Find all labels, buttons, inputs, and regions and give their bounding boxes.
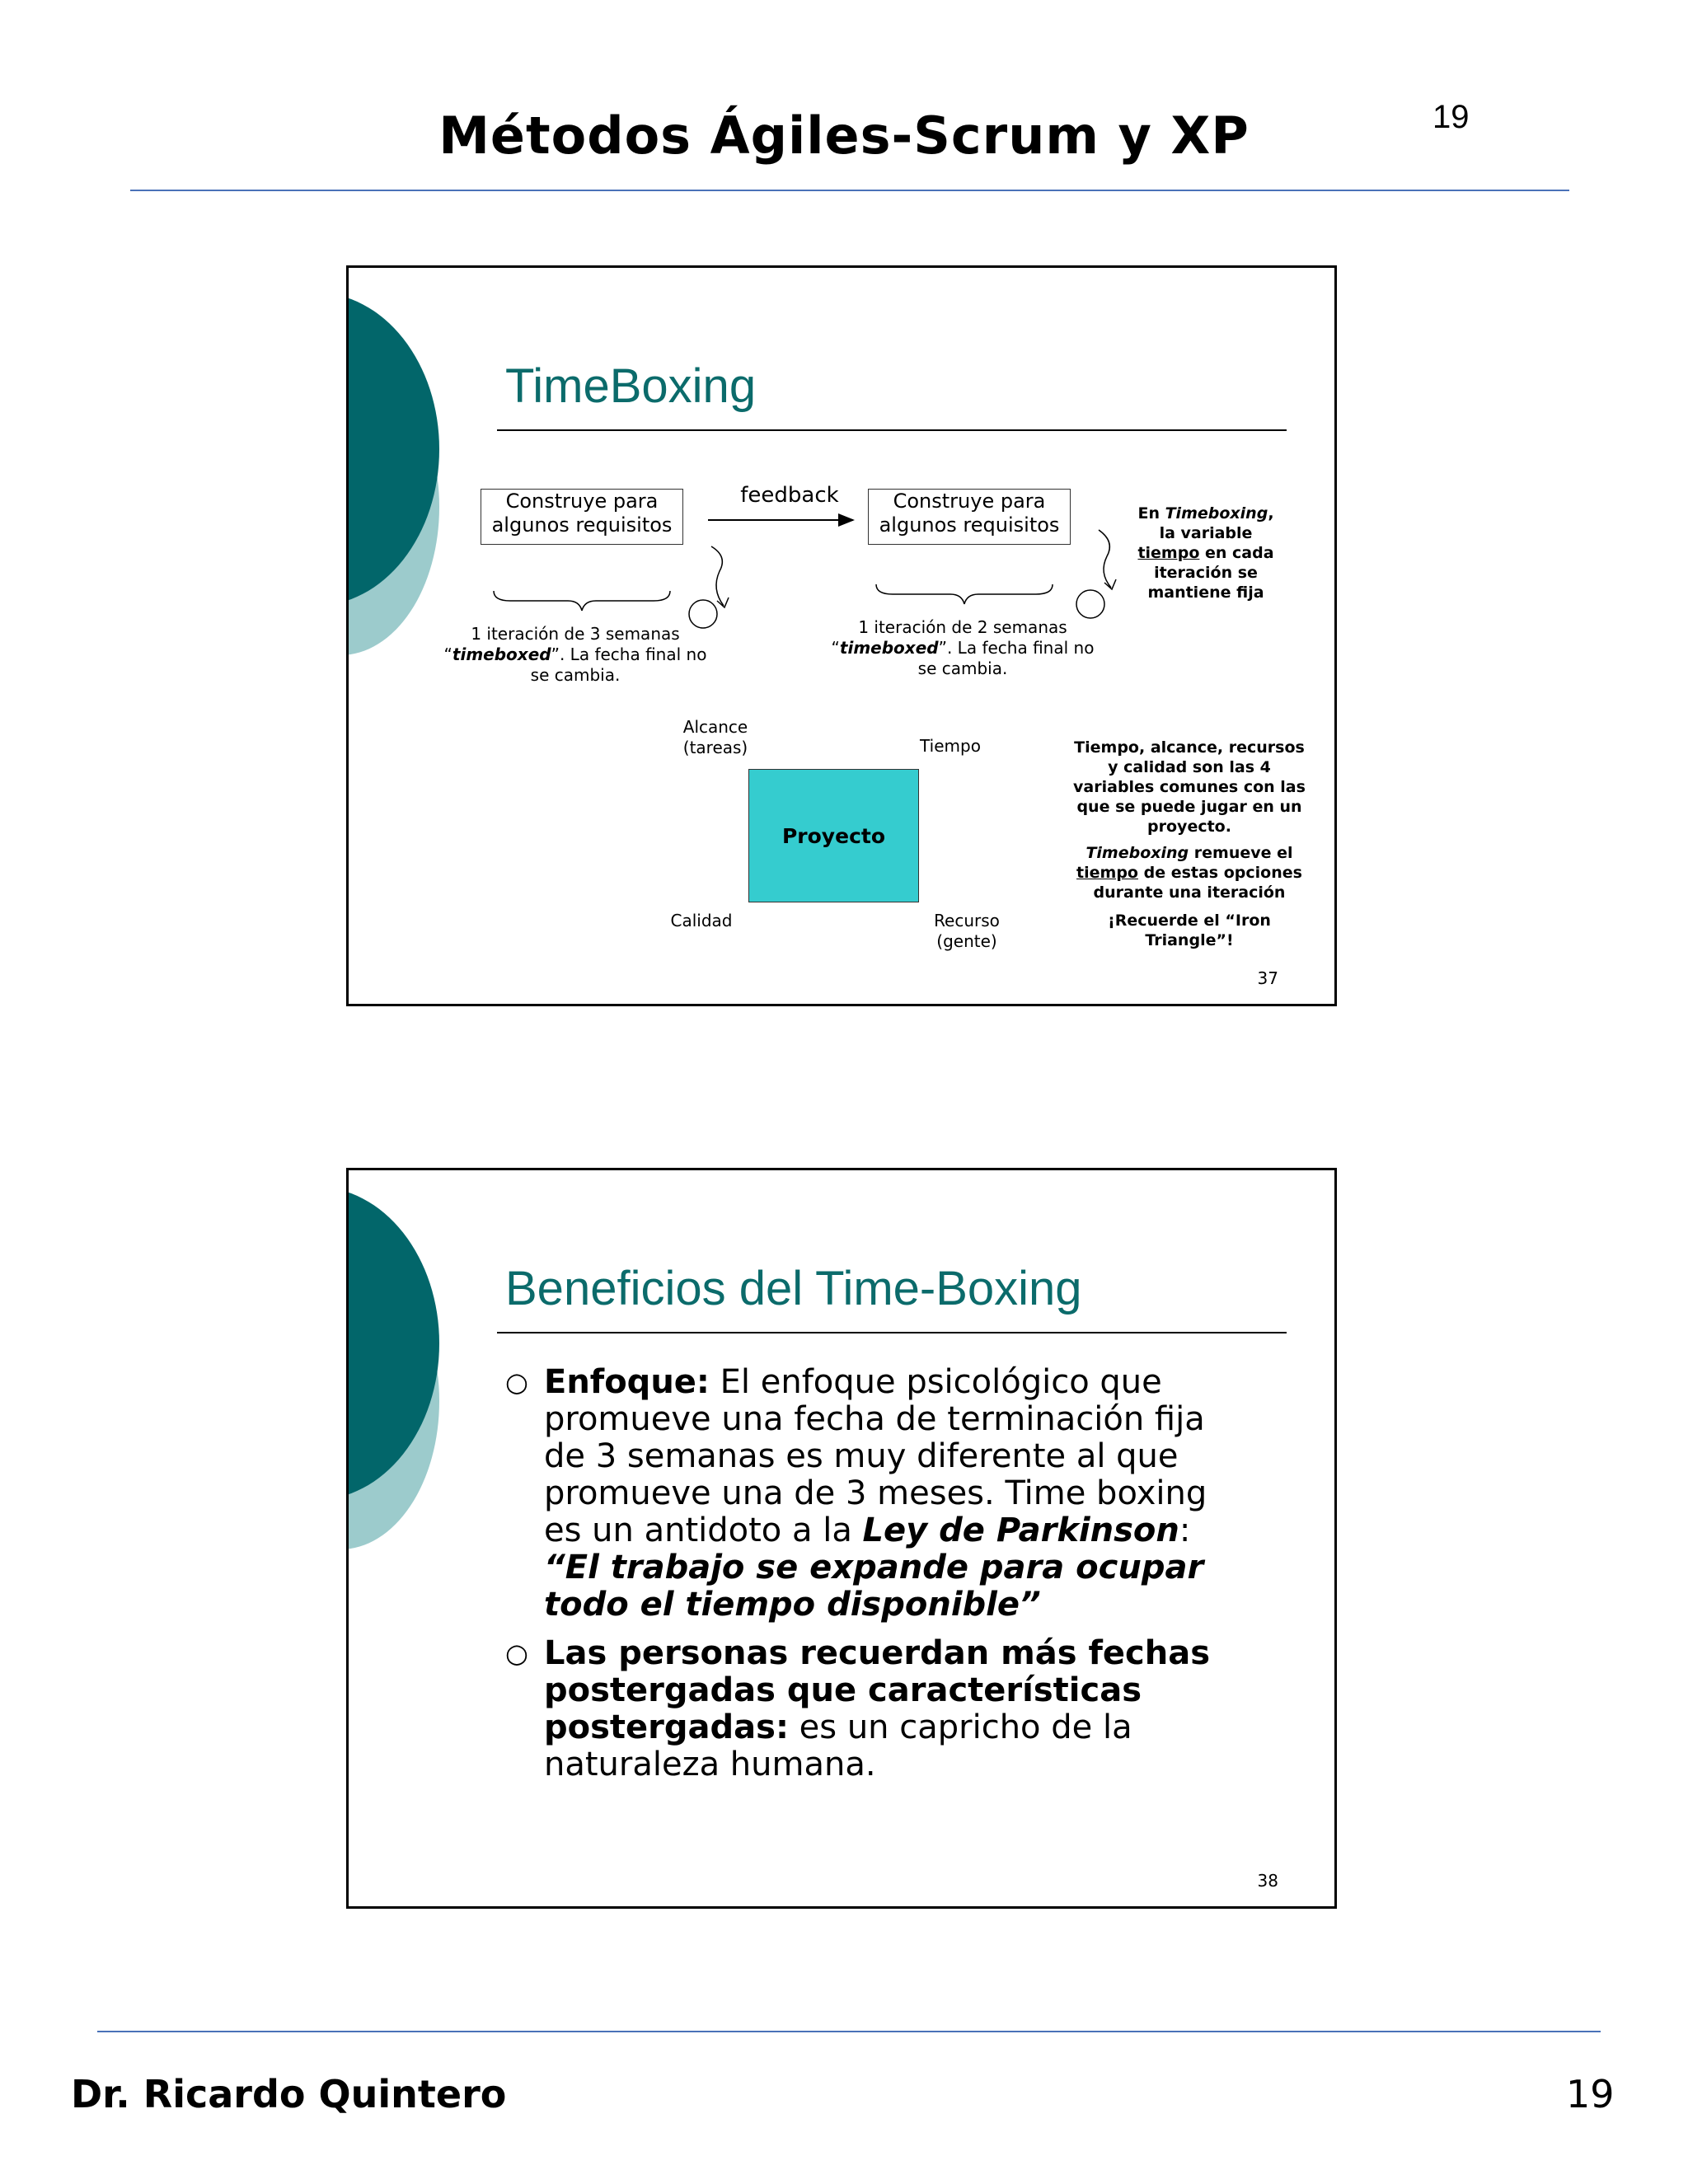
header-divider xyxy=(130,190,1569,191)
footer-page-number: 19 xyxy=(1566,2072,1615,2116)
list-item: ○ Enfoque: El enfoque psicológico que promueve una fecha de terminación fija de 3 semanas es muy diferente al que promueve una de 3 meses. Time boxing es un antidoto a la Ley de Parkinson: “El trabajo se expande para ocupar todo el tiempo disponible” xyxy=(505,1363,1207,1624)
iron-triangle-note: ¡Recuerde el “Iron Triangle”! xyxy=(1108,912,1271,949)
slide-number: 37 xyxy=(1257,968,1278,988)
slide-number: 38 xyxy=(1257,1871,1278,1891)
quality-label: Calidad xyxy=(670,911,733,930)
list-item: ○ Las personas recuerdan más fechas postergadas que características postergadas: es un capricho de la naturaleza humana. xyxy=(505,1634,1211,1783)
build-box-1: Construye para algunos requisitos xyxy=(481,489,683,545)
slide-timeboxing xyxy=(346,265,1337,1006)
iteration-1-label: 1 iteración de 3 semanas “timeboxed”. La fecha final no se cambia. xyxy=(443,624,707,685)
loop-arrow-2 xyxy=(1099,530,1111,588)
slide-title-rule xyxy=(497,1332,1287,1333)
time-label: Tiempo xyxy=(920,736,981,756)
scope-label: Alcance (tareas) xyxy=(682,717,748,757)
slide-benefits xyxy=(346,1168,1337,1909)
brace-2 xyxy=(876,584,1053,604)
brace-1 xyxy=(494,591,670,611)
build-box-2: Construye para algunos requisitos xyxy=(868,489,1071,545)
project-box: Proyecto xyxy=(748,769,919,902)
loop-arrow-1 xyxy=(711,546,724,606)
feedback-label: feedback xyxy=(740,483,839,508)
timeboxing-note: En Timeboxing, la variable tiempo en cada iteración se mantiene fija xyxy=(1137,504,1274,602)
slide-title: TimeBoxing xyxy=(505,359,757,413)
footer-author: Dr. Ricardo Quintero xyxy=(71,2072,507,2116)
variables-note: Tiempo, alcance, recursos y calidad son las 4 variables comunes con las que se puede jugar en un proyecto. xyxy=(1073,738,1306,836)
loop-circle-2 xyxy=(1076,590,1104,618)
footer-divider xyxy=(97,2031,1601,2032)
timeboxing-removes-note: Timeboxing remueve el tiempo de estas opciones durante una iteración xyxy=(1076,844,1302,902)
bullet-circle-icon: ○ xyxy=(505,1366,528,1398)
benefits-list xyxy=(505,1364,1247,1795)
iteration-2-label: 1 iteración de 2 semanas “timeboxed”. La fecha final no se cambia. xyxy=(831,617,1095,678)
resource-label: Recurso (gente) xyxy=(934,911,1000,951)
slide-title: Beneficios del Time-Boxing xyxy=(505,1262,1082,1315)
page-number-top: 19 xyxy=(1432,99,1470,135)
bullet-circle-icon: ○ xyxy=(505,1638,528,1669)
page-title: Métodos Ágiles-Scrum y XP xyxy=(438,105,1250,166)
